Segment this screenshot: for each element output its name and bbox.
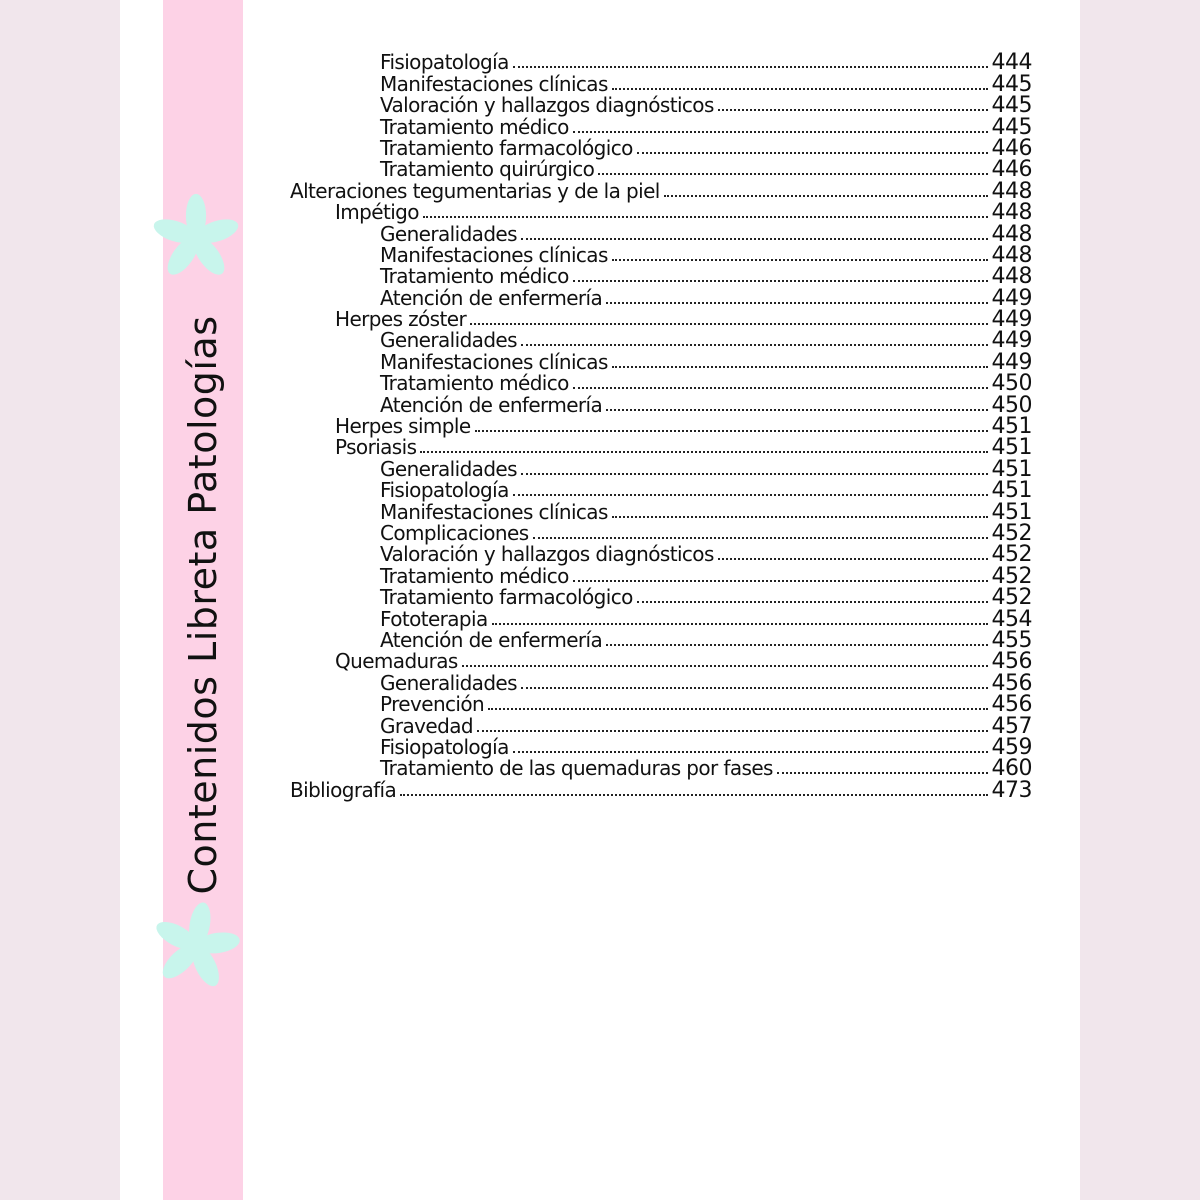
toc-entry-page: 451 bbox=[991, 414, 1032, 440]
toc-entry-label: Impétigo bbox=[335, 200, 419, 225]
toc-dot-leader bbox=[598, 173, 987, 175]
toc-dot-leader bbox=[521, 473, 988, 475]
toc-entry-page: 452 bbox=[991, 585, 1032, 611]
toc-entry-label: Tratamiento quirúrgico bbox=[380, 157, 595, 182]
toc-entry-label: Alteraciones tegumentarias y de la piel bbox=[290, 178, 660, 203]
toc-entry-label: Generalidades bbox=[380, 670, 517, 695]
toc-entry-page: 473 bbox=[991, 777, 1032, 803]
toc-entry-label: Generalidades bbox=[380, 456, 517, 481]
toc-dot-leader bbox=[606, 409, 987, 411]
toc-entry bbox=[0, 692, 1200, 718]
toc-entry bbox=[0, 135, 1200, 161]
toc-entry-page: 450 bbox=[991, 371, 1032, 397]
toc-entry-label: Manifestaciones clínicas bbox=[380, 242, 608, 267]
toc-dot-leader bbox=[492, 623, 988, 625]
toc-dot-leader bbox=[612, 259, 988, 261]
toc-dot-leader bbox=[513, 494, 988, 496]
toc-entry-page: 452 bbox=[991, 542, 1032, 568]
toc-entry-page: 449 bbox=[991, 349, 1032, 375]
toc-entry-page: 459 bbox=[991, 734, 1032, 760]
toc-dot-leader bbox=[606, 302, 987, 304]
toc-entry-label: Prevención bbox=[380, 692, 485, 717]
toc-entry-page: 460 bbox=[991, 756, 1032, 782]
toc-entry-page: 451 bbox=[991, 456, 1032, 482]
sidebar-title: Contenidos Libreta Patologías bbox=[181, 315, 225, 895]
toc-entry bbox=[0, 157, 1200, 183]
toc-entry bbox=[0, 435, 1200, 461]
toc-entry-label: Fisiopatología bbox=[380, 734, 509, 759]
toc-entry-page: 456 bbox=[991, 670, 1032, 696]
toc-entry-label: Atención de enfermería bbox=[380, 627, 603, 652]
toc-entry bbox=[0, 713, 1200, 739]
toc-entry-page: 446 bbox=[991, 135, 1032, 161]
toc-entry bbox=[0, 221, 1200, 247]
toc-entry bbox=[0, 499, 1200, 525]
toc-dot-leader bbox=[488, 708, 987, 710]
toc-entry-page: 454 bbox=[991, 606, 1032, 632]
toc-entry-page: 448 bbox=[991, 264, 1032, 290]
toc-entry-label: Herpes zóster bbox=[335, 307, 467, 332]
toc-dot-leader bbox=[664, 195, 988, 197]
toc-entry bbox=[0, 200, 1200, 226]
toc-entry-label: Fisiopatología bbox=[380, 478, 509, 503]
toc-entry-label: Atención de enfermería bbox=[380, 392, 603, 417]
toc-entry-label: Bibliografía bbox=[290, 777, 397, 802]
toc-dot-leader bbox=[513, 66, 988, 68]
toc-dot-leader bbox=[573, 580, 988, 582]
toc-entry-page: 448 bbox=[991, 242, 1032, 268]
toc-entry-label: Tratamiento farmacológico bbox=[380, 585, 633, 610]
toc-entry-label: Quemaduras bbox=[335, 649, 458, 674]
toc-entry-label: Atención de enfermería bbox=[380, 285, 603, 310]
toc-entry-page: 449 bbox=[991, 285, 1032, 311]
toc-dot-leader bbox=[637, 152, 988, 154]
table-of-contents bbox=[0, 52, 1200, 801]
toc-entry bbox=[0, 777, 1200, 803]
toc-dot-leader bbox=[612, 366, 988, 368]
toc-entry-label: Herpes simple bbox=[335, 414, 471, 439]
toc-entry bbox=[0, 328, 1200, 354]
toc-entry bbox=[0, 71, 1200, 97]
toc-dot-leader bbox=[400, 794, 987, 796]
toc-dot-leader bbox=[573, 280, 988, 282]
toc-entry-label: Tratamiento farmacológico bbox=[380, 135, 633, 160]
toc-entry-page: 448 bbox=[991, 178, 1032, 204]
toc-entry-page: 456 bbox=[991, 649, 1032, 675]
toc-entry bbox=[0, 756, 1200, 782]
toc-entry-label: Gravedad bbox=[380, 713, 473, 738]
toc-entry-page: 448 bbox=[991, 200, 1032, 226]
toc-entry-label: Valoración y hallazgos diagnósticos bbox=[380, 542, 714, 567]
toc-entry bbox=[0, 93, 1200, 119]
toc-entry bbox=[0, 414, 1200, 440]
toc-entry-page: 449 bbox=[991, 307, 1032, 333]
toc-entry-label: Generalidades bbox=[380, 221, 517, 246]
toc-entry bbox=[0, 606, 1200, 632]
toc-entry-page: 451 bbox=[991, 435, 1032, 461]
toc-entry-label: Generalidades bbox=[380, 328, 517, 353]
toc-dot-leader bbox=[612, 516, 988, 518]
toc-entry-page: 448 bbox=[991, 221, 1032, 247]
toc-dot-leader bbox=[612, 88, 988, 90]
toc-entry-page: 445 bbox=[991, 114, 1032, 140]
toc-dot-leader bbox=[513, 751, 988, 753]
toc-dot-leader bbox=[777, 772, 988, 774]
toc-entry bbox=[0, 478, 1200, 504]
toc-dot-leader bbox=[718, 109, 988, 111]
toc-entry-label: Manifestaciones clínicas bbox=[380, 349, 608, 374]
toc-dot-leader bbox=[423, 216, 988, 218]
toc-entry-label: Tratamiento médico bbox=[380, 563, 569, 588]
toc-dot-leader bbox=[475, 430, 988, 432]
toc-entry-label: Tratamiento de las quemaduras por fases bbox=[380, 756, 773, 781]
toc-entry bbox=[0, 542, 1200, 568]
toc-entry bbox=[0, 734, 1200, 760]
toc-dot-leader bbox=[521, 238, 988, 240]
toc-dot-leader bbox=[470, 323, 987, 325]
toc-entry-page: 456 bbox=[991, 692, 1032, 718]
flower-icon bbox=[150, 900, 242, 992]
toc-entry bbox=[0, 627, 1200, 653]
toc-entry-label: Manifestaciones clínicas bbox=[380, 71, 608, 96]
toc-entry bbox=[0, 563, 1200, 589]
toc-entry bbox=[0, 50, 1200, 76]
toc-entry-page: 452 bbox=[991, 563, 1032, 589]
toc-entry bbox=[0, 585, 1200, 611]
toc-entry-label: Tratamiento médico bbox=[380, 371, 569, 396]
toc-dot-leader bbox=[521, 344, 988, 346]
toc-entry-page: 452 bbox=[991, 520, 1032, 546]
toc-dot-leader bbox=[718, 558, 988, 560]
toc-entry bbox=[0, 178, 1200, 204]
toc-entry bbox=[0, 371, 1200, 397]
toc-entry-page: 444 bbox=[991, 50, 1032, 76]
toc-entry bbox=[0, 670, 1200, 696]
toc-dot-leader bbox=[573, 131, 988, 133]
toc-entry bbox=[0, 349, 1200, 375]
toc-entry bbox=[0, 520, 1200, 546]
toc-entry bbox=[0, 264, 1200, 290]
toc-entry bbox=[0, 649, 1200, 675]
toc-entry bbox=[0, 307, 1200, 333]
toc-entry-page: 445 bbox=[991, 71, 1032, 97]
toc-entry-page: 445 bbox=[991, 93, 1032, 119]
toc-entry bbox=[0, 392, 1200, 418]
toc-dot-leader bbox=[637, 601, 988, 603]
toc-entry-label: Valoración y hallazgos diagnósticos bbox=[380, 93, 714, 118]
toc-dot-leader bbox=[521, 687, 988, 689]
toc-dot-leader bbox=[462, 665, 988, 667]
toc-entry-label: Manifestaciones clínicas bbox=[380, 499, 608, 524]
toc-entry-page: 457 bbox=[991, 713, 1032, 739]
toc-entry bbox=[0, 242, 1200, 268]
toc-dot-leader bbox=[533, 537, 988, 539]
toc-dot-leader bbox=[420, 451, 987, 453]
toc-dot-leader bbox=[477, 730, 988, 732]
toc-entry-page: 451 bbox=[991, 499, 1032, 525]
toc-entry-page: 455 bbox=[991, 627, 1032, 653]
toc-entry-page: 451 bbox=[991, 478, 1032, 504]
toc-entry bbox=[0, 114, 1200, 140]
toc-entry-page: 446 bbox=[991, 157, 1032, 183]
toc-entry-label: Psoriasis bbox=[335, 435, 417, 460]
toc-dot-leader bbox=[606, 644, 987, 646]
toc-entry-page: 450 bbox=[991, 392, 1032, 418]
toc-entry-label: Fototerapia bbox=[380, 606, 488, 631]
toc-dot-leader bbox=[573, 387, 988, 389]
toc-entry-label: Complicaciones bbox=[380, 520, 529, 545]
toc-entry-label: Tratamiento médico bbox=[380, 114, 569, 139]
toc-entry-label: Tratamiento médico bbox=[380, 264, 569, 289]
toc-entry-label: Fisiopatología bbox=[380, 50, 509, 75]
toc-entry bbox=[0, 285, 1200, 311]
toc-entry bbox=[0, 456, 1200, 482]
toc-entry-page: 449 bbox=[991, 328, 1032, 354]
